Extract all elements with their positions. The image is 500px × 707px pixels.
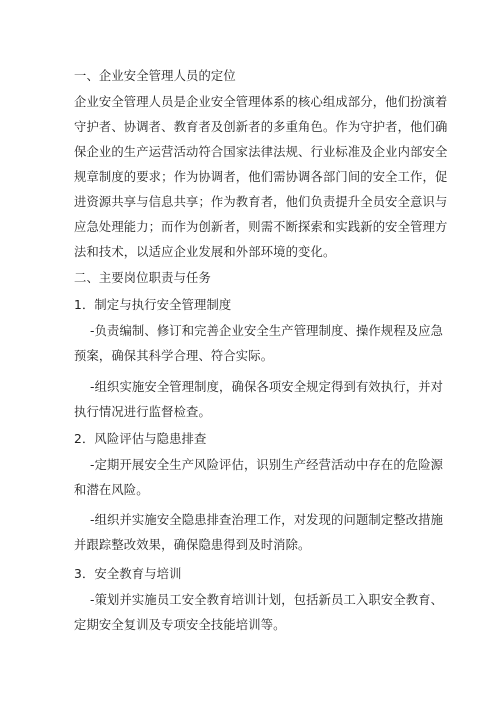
list-item-line: 定期安全复训及专项安全技能培训等。 — [74, 618, 286, 632]
list-item-line: 预案，确保其科学合理、符合实际。 — [74, 349, 274, 363]
section-heading-2: 二、主要岗位职责与任务 — [74, 271, 211, 285]
paragraph-line: 企业安全管理人员是企业安全管理体系的核心组成部分，他们扮演着 — [74, 95, 448, 109]
list-item-line: -定期开展安全生产风险评估，识别生产经营活动中存在的危险源 — [90, 458, 444, 472]
list-item-line: -负责编制、修订和完善企业安全生产管理制度、操作规程及应急 — [90, 324, 444, 338]
subsection-title-2: 2．风险评估与隐患排查 — [74, 432, 207, 446]
list-item-line: -策划并实施员工安全教育培训计划，包括新员工入职安全教育、 — [90, 593, 444, 607]
paragraph-line: 进资源共享与信息共享；作为教育者，他们负责提升全员安全意识与 — [74, 195, 448, 209]
list-item-line: -组织实施安全管理制度，确保各项安全规定得到有效执行，并对 — [90, 380, 444, 394]
paragraph-line: 规章制度的要求；作为协调者，他们需协调各部门间的安全工作，促 — [74, 170, 448, 184]
list-item-line: 和潜在风险。 — [74, 483, 149, 497]
section-heading-1: 一、企业安全管理人员的定位 — [74, 69, 236, 83]
list-item-line: 并跟踪整改效果，确保隐患得到及时消除。 — [74, 538, 311, 552]
paragraph-line: 保企业的生产运营活动符合国家法律法规、行业标准及企业内部安全 — [74, 145, 448, 159]
paragraph-line: 法和技术，以适应企业发展和外部环境的变化。 — [74, 245, 336, 259]
paragraph-line: 应急处理能力；而作为创新者，则需不断探索和实践新的安全管理方 — [74, 220, 448, 234]
list-item-line: -组织并实施安全隐患排查治理工作，对发现的问题制定整改措施 — [90, 513, 444, 527]
subsection-title-3: 3．安全教育与培训 — [74, 567, 182, 581]
paragraph-line: 守护者、协调者、教育者及创新者的多重角色。作为守护者，他们确 — [74, 120, 448, 134]
subsection-title-1: 1．制定与执行安全管理制度 — [74, 298, 232, 312]
list-item-line: 执行情况进行监督检查。 — [74, 405, 211, 419]
